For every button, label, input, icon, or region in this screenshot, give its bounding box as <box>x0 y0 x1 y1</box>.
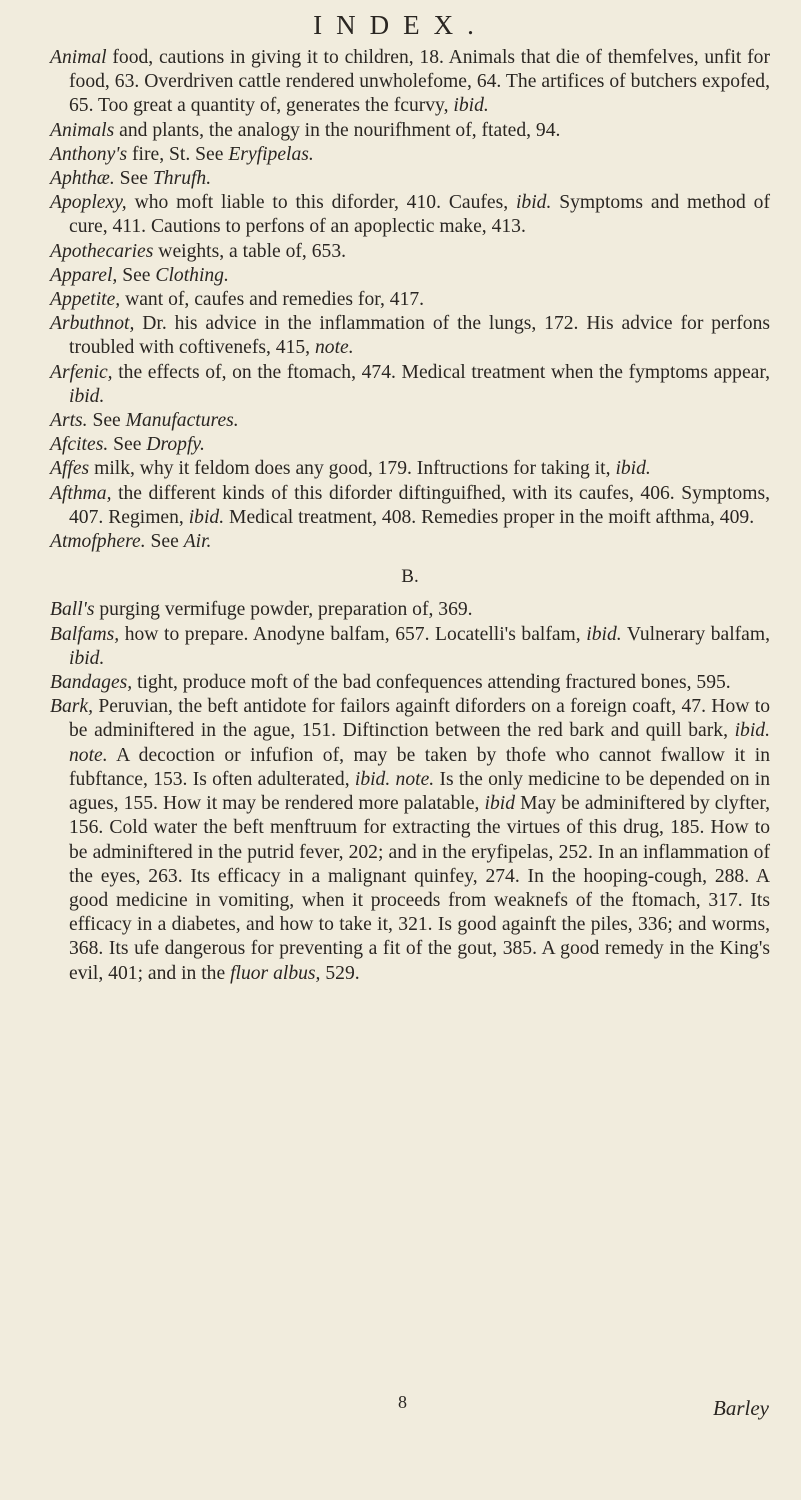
entry-text: who moft liable to this diforder, 410. Caufes, <box>126 192 516 214</box>
headword: Appetite, <box>50 289 121 311</box>
cross-ref: ibid. <box>69 647 105 669</box>
entry-text: weights, a table of, 653. <box>153 240 347 262</box>
entry-text: Dr. his advice in the inflammation of the lungs, 172. His advice for perfons troubled with coftivenefs, 415, <box>69 313 770 359</box>
index-entry <box>50 530 770 554</box>
cross-ref: Air. <box>183 531 212 553</box>
cross-ref: note. <box>314 337 354 359</box>
cross-ref: ibid. <box>586 623 622 645</box>
cross-ref: fluor albus, <box>230 962 321 984</box>
section-letter-b: B. <box>401 566 419 588</box>
headword: Atmofphere. <box>50 531 146 553</box>
headword: Arbuthnot, <box>50 313 135 335</box>
cross-ref: ibid. <box>615 458 651 480</box>
entry-text: May be adminiftered by clyfter, 156. Cold water the beft menftruum for extracting the virtues of this drug, 185. How to be adminiftered in the putrid fever, 202; and in the eryfipelas, 252. In an inflammation of the eyes, 263. Its efficacy in a malignant quinfey, 274. In the hooping-cough, 288. A good medicine in vomiting, when it proceeds from weaknefs of the ftomach, 317. Its efficacy in a diabetes, and how to take it, 321. Is good againft the piles, 336; and worms, 368. Its ufe dangerous for preventing a fit of the gout, 385. A good remedy in the King's evil, 401; and in the <box>69 793 771 984</box>
index-entry <box>50 433 770 457</box>
index-entries <box>50 46 770 986</box>
index-entry <box>50 361 770 409</box>
index-entry <box>50 409 770 433</box>
entry-text: purging vermifuge powder, preparation of, 369. <box>94 599 473 621</box>
entry-text: Is the only medicine to be depended on in agues, 155. How it may be rendered more palatable, <box>69 768 770 815</box>
headword: Bandages, <box>50 672 133 694</box>
index-entry <box>50 143 770 167</box>
entry-text: See <box>145 531 184 553</box>
index-entry <box>50 695 770 985</box>
index-entry <box>50 598 770 622</box>
index-entry <box>50 457 770 481</box>
cross-ref: ibid. <box>453 95 489 117</box>
index-entry <box>50 240 770 264</box>
entry-text: Vulnerary balfam, <box>621 623 771 645</box>
entry-text: want of, caufes and remedies for, 417. <box>120 289 425 311</box>
cross-ref: Clothing. <box>155 264 229 286</box>
index-entry <box>50 46 770 119</box>
section-b <box>50 598 770 985</box>
entry-text: See <box>117 264 156 286</box>
cross-ref: ibid <box>484 793 516 815</box>
index-entry <box>50 167 770 191</box>
entry-text: Medical treatment, 408. Remedies proper in the moift afthma, 409. <box>224 506 755 528</box>
page-header: INDEX. <box>313 10 488 40</box>
index-entry <box>50 671 770 695</box>
cross-ref: Thrufh. <box>152 168 212 190</box>
cross-ref: ibid. <box>69 385 105 407</box>
index-entry <box>50 623 770 671</box>
headword: Afthma, <box>50 482 112 504</box>
headword: Aphthæ. <box>50 168 115 190</box>
index-entry <box>50 312 770 360</box>
entry-text: 529. <box>320 962 360 984</box>
entry-text: See <box>108 434 147 456</box>
headword: Afcites. <box>50 434 109 456</box>
catchword: Barley <box>713 1396 769 1420</box>
section-a <box>50 46 770 554</box>
headword: Anthony's <box>50 143 128 165</box>
cross-ref: Manufactures. <box>125 410 239 432</box>
index-entry <box>50 482 770 530</box>
cross-ref: ibid. note. <box>354 768 435 790</box>
entry-text: Symptoms and method of cure, 411. Cautions to perfons of an apoplectic make, 413. <box>69 192 770 238</box>
headword: Arfenic, <box>50 361 113 383</box>
cross-ref: ibid. <box>515 192 552 214</box>
index-entry <box>50 191 770 239</box>
page-footer <box>0 1392 801 1432</box>
signature-mark: 8 <box>398 1392 407 1412</box>
headword: Affes <box>50 458 90 480</box>
headword: Apothecaries <box>50 240 154 262</box>
entry-text: Peruvian, the beft antidote for failors againft diforders on a foreign coaft, 47. How to be adminiftered in the ague, 151. Diftinction between the red bark and quill bark, <box>69 696 770 742</box>
entry-text: the different kinds of this diforder diftinguifhed, with its caufes, 406. Symptoms, 407. Regimen, <box>69 482 770 528</box>
cross-ref: Eryfipelas. <box>228 143 314 165</box>
entry-text: See <box>87 410 126 432</box>
entry-text: milk, why it feldom does any good, 179. Inftructions for taking it, <box>89 458 616 480</box>
headword: Bark, <box>50 696 93 718</box>
entry-text: the effects of, on the ftomach, 474. Medical treatment when the fymptoms appear, <box>112 361 770 383</box>
cross-ref: Dropfy. <box>146 434 205 456</box>
headword: Arts. <box>50 410 88 432</box>
entry-text: how to prepare. Anodyne balfam, 657. Locatelli's balfam, <box>119 623 587 645</box>
entry-text: food, cautions in giving it to children, 18. Animals that die of themfelves, unfit for food, 63. Overdriven cattle rendered unwholefome, 64. The artifices of butchers expofed, 65. Too great a quantity of, generates the fcurvy, <box>69 47 770 117</box>
index-entry <box>50 288 770 312</box>
index-entry <box>50 119 770 143</box>
headword: Balfams, <box>50 623 120 645</box>
headword: Apparel, <box>50 264 118 286</box>
entry-text: See <box>114 168 153 190</box>
headword: Animals <box>50 119 115 141</box>
cross-ref: ibid. note. <box>69 720 770 766</box>
entry-text: fire, St. See <box>127 143 229 165</box>
headword: Animal <box>50 47 107 68</box>
headword: Apoplexy, <box>50 192 127 214</box>
cross-ref: ibid. <box>188 506 225 528</box>
entry-text: tight, produce moft of the bad confequences attending fractured bones, 595. <box>132 672 731 694</box>
entry-text: A decoction or infufion of, may be taken by thofe who cannot fwallow it in fubftance, 153. Is often adulterated, <box>69 744 770 790</box>
entry-text: and plants, the analogy in the nourifhment of, ftated, 94. <box>114 119 561 141</box>
headword: Ball's <box>50 599 95 621</box>
index-entry <box>50 264 770 288</box>
